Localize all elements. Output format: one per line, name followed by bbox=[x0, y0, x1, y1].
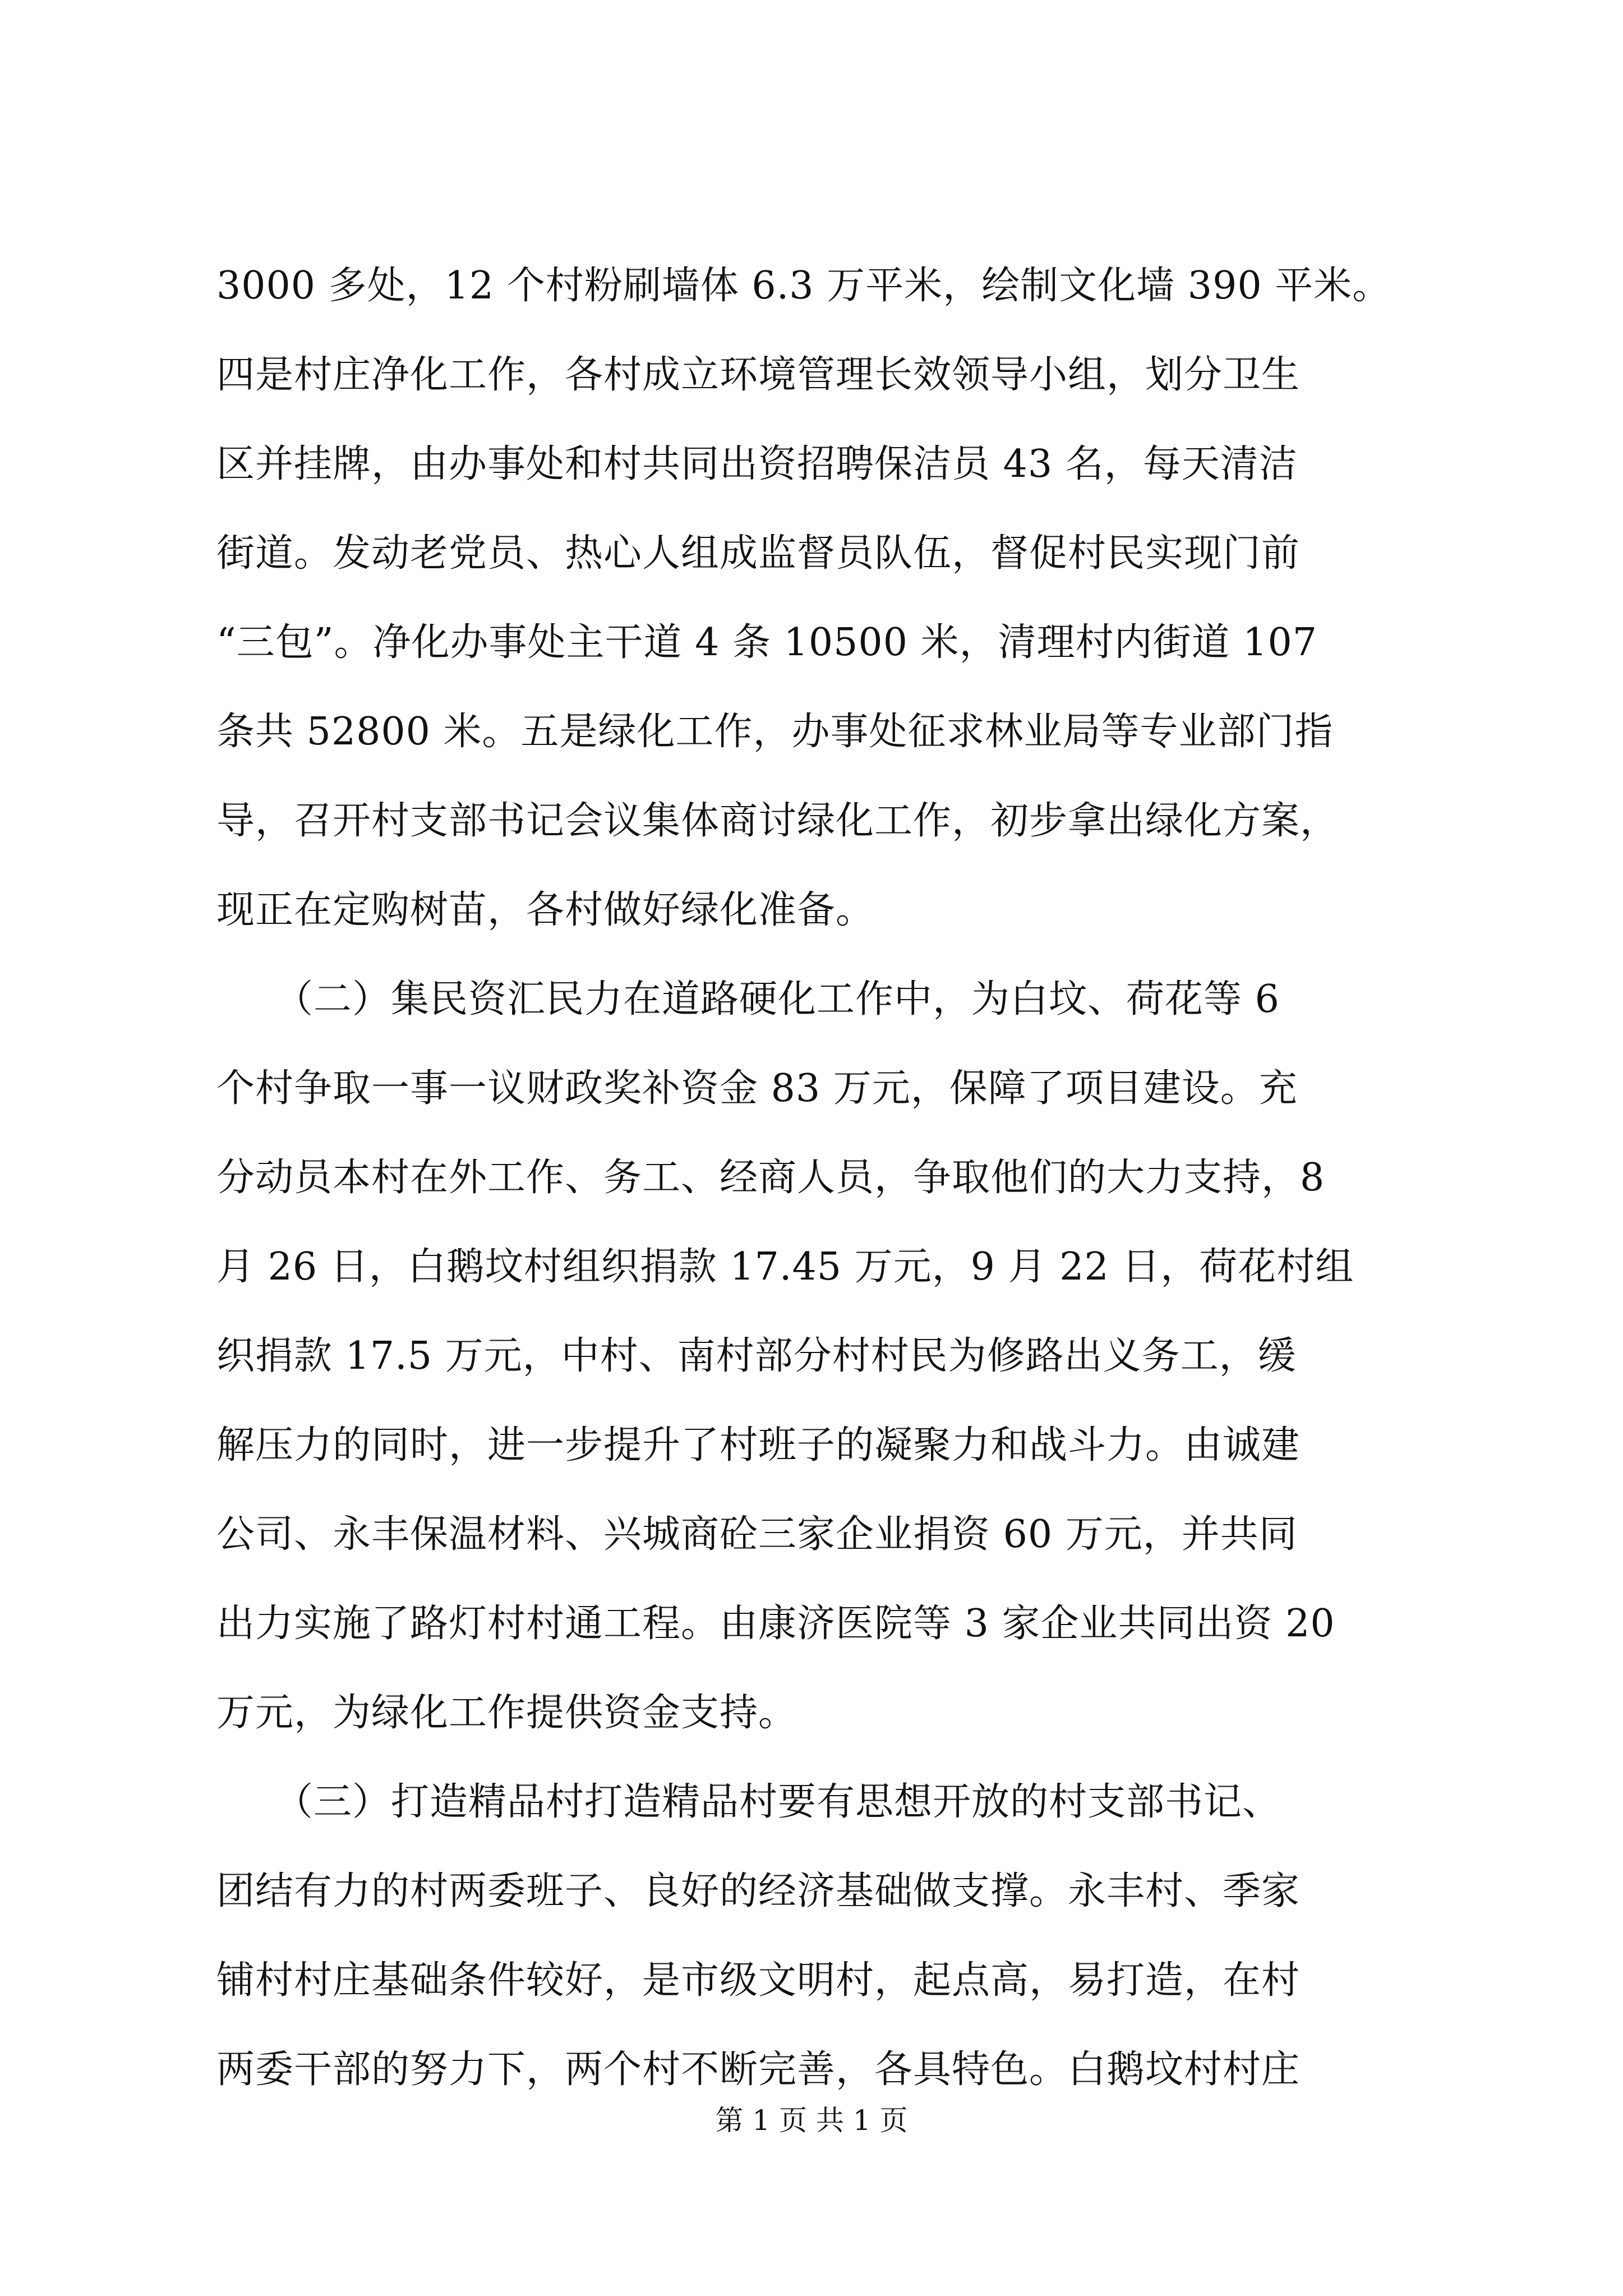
paragraph-start-line: （二）集民资汇民力在道路硬化工作中，为白坟、荷花等 6 bbox=[216, 977, 1280, 1022]
body-text-line: “三包”。净化办事处主干道 4 条 10500 米，清理村内街道 107 bbox=[216, 620, 1317, 665]
body-text-line: 区并挂牌，由办事处和村共同出资招聘保洁员 43 名，每天清洁 bbox=[216, 442, 1298, 486]
body-text-line: 个村争取一事一议财政奖补资金 83 万元，保障了项目建设。充 bbox=[216, 1066, 1298, 1111]
body-text-line: 出力实施了路灯村村通工程。由康济医院等 3 家企业共同出资 20 bbox=[216, 1602, 1335, 1646]
body-text-line: 导，召开村支部书记会议集体商讨绿化工作，初步拿出绿化方案， bbox=[216, 799, 1339, 843]
body-text-line: 解压力的同时，进一步提升了村班子的凝聚力和战斗力。由诚建 bbox=[216, 1423, 1301, 1467]
body-text-line: 3000 多处，12 个村粉刷墙体 6.3 万平米，绘制文化墙 390 平米。 bbox=[216, 264, 1391, 308]
body-text-line: 分动员本村在外工作、务工、经商人员，争取他们的大力支持，8 bbox=[216, 1156, 1325, 1200]
page-footer: 第 1 页 共 1 页 bbox=[715, 2104, 908, 2137]
paragraph-start-line: （三）打造精品村打造精品村要有思想开放的村支部书记、 bbox=[216, 1780, 1281, 1824]
body-text-line: 条共 52800 米。五是绿化工作，办事处征求林业局等专业部门指 bbox=[216, 710, 1334, 754]
body-text-line: 四是村庄净化工作，各村成立环境管理长效领导小组，划分卫生 bbox=[216, 353, 1301, 397]
body-text-line: 万元，为绿化工作提供资金支持。 bbox=[216, 1691, 797, 1735]
body-text-line: 月 26 日，白鹅坟村组织捐款 17.45 万元，9 月 22 日，荷花村组 bbox=[216, 1245, 1354, 1289]
body-text-line: 街道。发动老党员、热心人组成监督员队伍，督促村民实现门前 bbox=[216, 531, 1301, 576]
body-text-line: 现正在定购树苗，各村做好绿化准备。 bbox=[216, 888, 875, 932]
body-text-line: 团结有力的村两委班子、良好的经济基础做支撑。永丰村、季家 bbox=[216, 1869, 1301, 1913]
body-text-line: 织捐款 17.5 万元，中村、南村部分村村民为修路出义务工，缓 bbox=[216, 1334, 1297, 1378]
body-text-line: 铺村村庄基础条件较好，是市级文明村，起点高，易打造，在村 bbox=[216, 1958, 1301, 2003]
body-text-line: 公司、永丰保温材料、兴城商砼三家企业捐资 60 万元，并共同 bbox=[216, 1512, 1298, 1557]
body-text-line: 两委干部的努力下，两个村不断完善，各具特色。白鹅坟村村庄 bbox=[216, 2047, 1301, 2092]
